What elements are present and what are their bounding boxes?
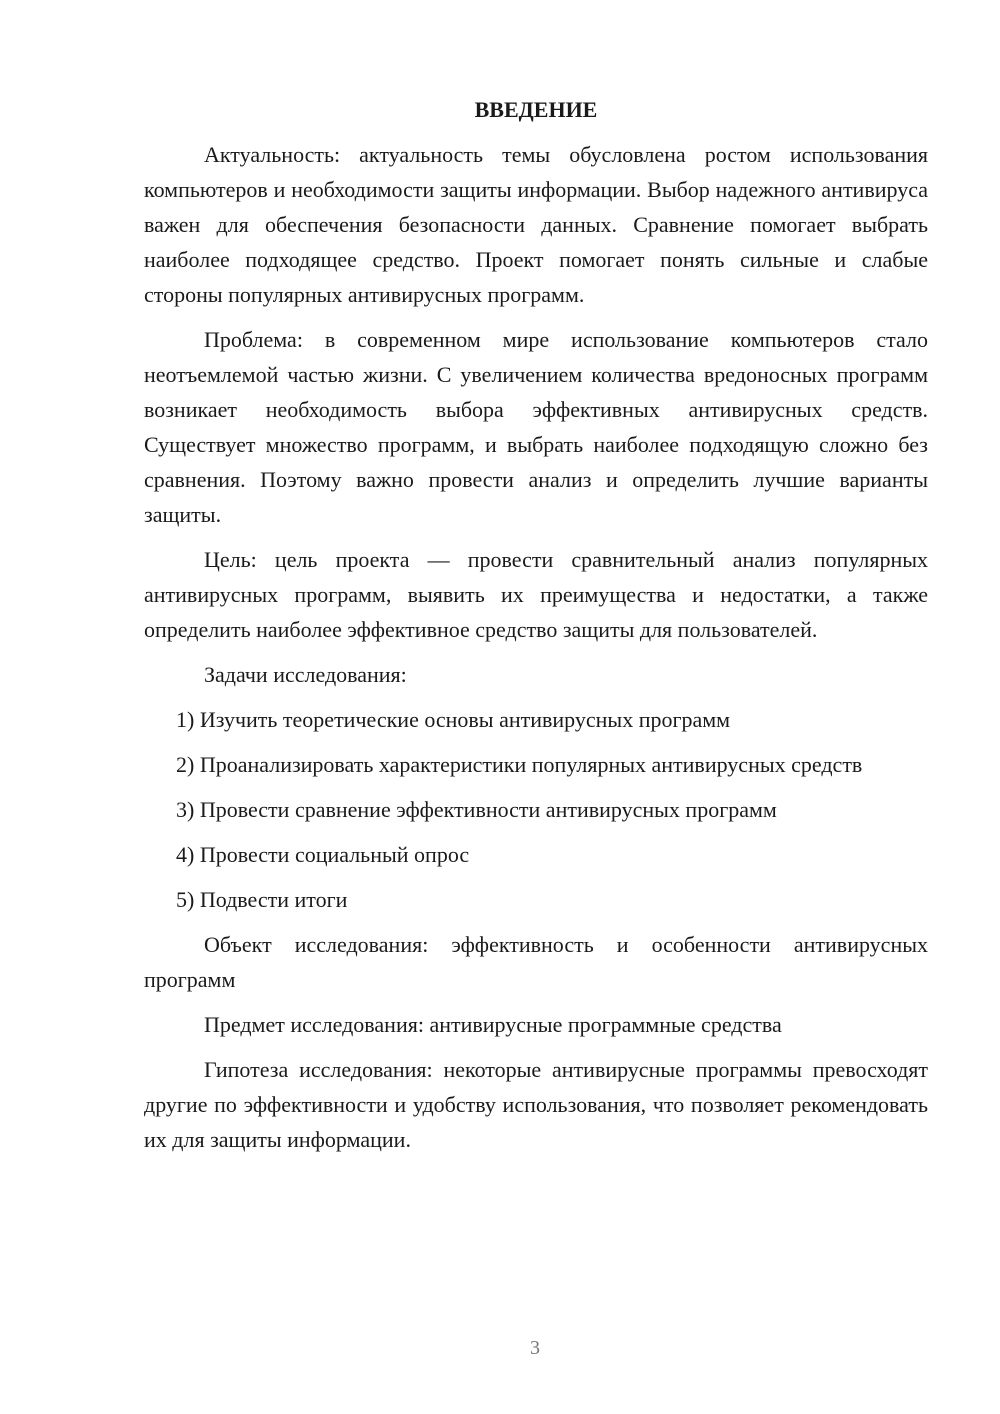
task-item: 5) Подвести итоги bbox=[176, 887, 348, 912]
task-item: 2) Проанализировать характеристики популярных антивирусных средств bbox=[176, 752, 863, 777]
paragraph-goal: Цель: цель проекта — провести сравнительный анализ популярных антивирусных программ, выявить их преимущества и недостатки, а также определить наиболее эффективное средство защиты для пользователей. bbox=[144, 547, 928, 642]
task-item: 1) Изучить теоретические основы антивирусных программ bbox=[176, 707, 731, 732]
task-item: 4) Провести социальный опрос bbox=[176, 842, 470, 867]
paragraph-hypothesis: Гипотеза исследования: некоторые антивирусные программы превосходят другие по эффективности и удобству использования, что позволяет рекомендовать их для защиты информации. bbox=[144, 1057, 928, 1152]
paragraph-subject: Предмет исследования: антивирусные программные средства bbox=[204, 1012, 782, 1037]
section-heading: ВВЕДЕНИЕ bbox=[474, 97, 598, 122]
paragraph-object: Объект исследования: эффективность и особенности антивирусных программ bbox=[144, 932, 928, 992]
page-number: 3 bbox=[530, 1337, 540, 1359]
paragraph-tasks-title: Задачи исследования: bbox=[204, 662, 407, 687]
page-content bbox=[144, 92, 928, 1157]
task-item: 3) Провести сравнение эффективности антивирусных программ bbox=[176, 797, 777, 822]
paragraph-problem: Проблема: в современном мире использование компьютеров стало неотъемлемой частью жизни. С увеличением количества вредоносных программ возникает необходимость выбора эффективных антивирусных средств. Существует множество программ, и выбрать наиболее подходящую сложно без сравнения. Поэтому важно провести анализ и определить лучшие варианты защиты. bbox=[144, 327, 928, 527]
paragraph-relevance: Актуальность: актуальность темы обусловлена ростом использования компьютеров и необходимости защиты информации. Выбор надежного антивируса важен для обеспечения безопасности данных. Сравнение помогает выбрать наиболее подходящее средство. Проект помогает понять сильные и слабые стороны популярных антивирусных программ. bbox=[144, 142, 928, 307]
